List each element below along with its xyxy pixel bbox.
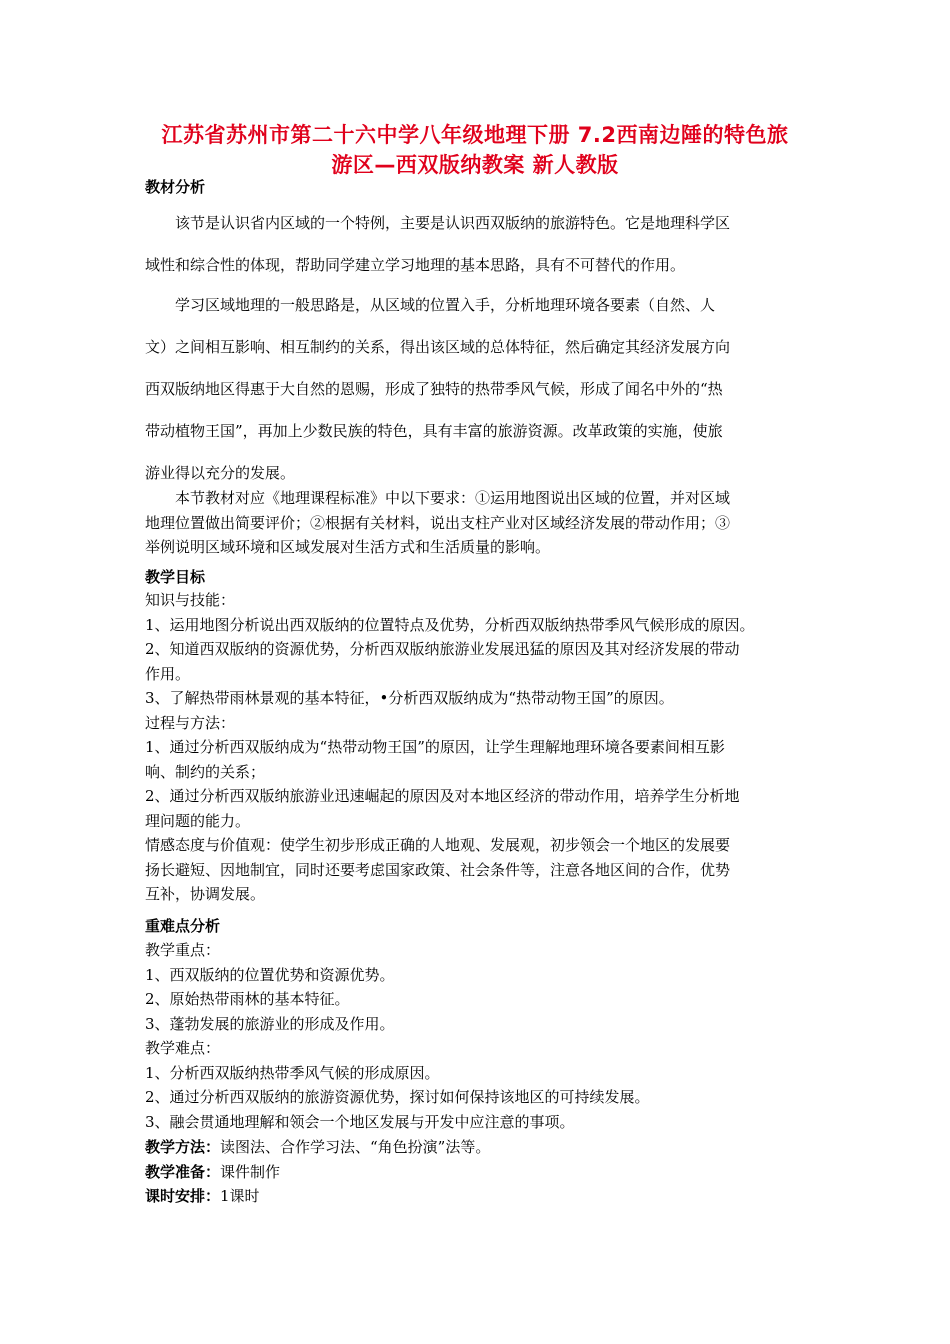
section-heading-teaching-goals: 教学目标 — [145, 568, 206, 586]
class-hours — [145, 1184, 815, 1209]
list-item: 1、西双版纳的位置优势和资源优势。 — [145, 965, 395, 984]
list-item: 3、了解热带雨林景观的基本特征，•分析西双版纳成为“热带动物王国”的原因。 — [145, 689, 674, 707]
section-heading-teaching-material: 教材分析 — [145, 178, 206, 196]
list-item: 理问题的能力。 — [145, 811, 251, 830]
class-hours-value: 1课时 — [220, 1187, 260, 1205]
list-item: 过程与方法： — [145, 713, 236, 732]
list-item: 知识与技能： — [145, 591, 236, 609]
class-hours-label: 课时安排： — [145, 1187, 221, 1205]
list-item: 作用。 — [145, 664, 191, 683]
paragraph-2 — [145, 284, 815, 494]
teaching-preparation-value: 课件制作 — [220, 1162, 281, 1181]
title-line-1: 江苏省苏州市第二十六中学八年级地理下册 7.2西南边陲的特色旅 — [161, 123, 789, 147]
list-item: 情感态度与价值观：使学生初步形成正确的人地观、发展观，初步领会一个地区的发展要 — [145, 836, 731, 854]
list-item: 扬长避短、因地制宜，同时还要考虑国家政策、社会条件等，注意各地区间的合作，优势 — [145, 860, 731, 879]
document-title — [140, 120, 810, 180]
paragraph-line: 域性和综合性的体现，帮助同学建立学习地理的基本思路，具有不可替代的作用。 — [145, 256, 686, 274]
teaching-method-value: 读图法、合作学习法、“角色扮演”法等。 — [220, 1138, 491, 1156]
paragraph-line: 该节是认识省内区域的一个特例，主要是认识西双版纳的旅游特色。它是地理科学区 — [175, 214, 731, 232]
title-line-2: 游区—西双版纳教案 新人教版 — [331, 153, 619, 177]
key-points-list — [145, 938, 815, 1134]
list-item: 1、运用地图分析说出西双版纳的位置特点及优势，分析西双版纳热带季风气候形成的原因。 — [145, 615, 755, 634]
paragraph-line: 本节教材对应《地理课程标准》中以下要求：①运用地图说出区域的位置，并对区域 — [175, 489, 731, 507]
teaching-preparation — [145, 1160, 815, 1185]
list-item: 2、通过分析西双版纳旅游业迅速崛起的原因及对本地区经济的带动作用，培养学生分析地 — [145, 787, 740, 805]
list-item: 1、分析西双版纳热带季风气候的形成原因。 — [145, 1063, 440, 1082]
paragraph-1 — [145, 202, 815, 286]
section-heading-key-points: 重难点分析 — [145, 917, 221, 935]
paragraph-line: 带动植物王国”，再加上少数民族的特色，具有丰富的旅游资源。改革政策的实施，使旅 — [145, 422, 723, 440]
list-item: 2、通过分析西双版纳的旅游资源优势，探讨如何保持该地区的可持续发展。 — [145, 1088, 650, 1106]
teaching-preparation-label: 教学准备： — [145, 1162, 221, 1181]
paragraph-line: 地理位置做出简要评价；②根据有关材料，说出支柱产业对区域经济发展的带动作用；③ — [145, 513, 731, 532]
paragraph-3 — [145, 486, 815, 560]
list-item: 响、制约的关系； — [145, 762, 266, 781]
paragraph-line: 举例说明区域环境和区域发展对生活方式和生活质量的影响。 — [145, 538, 551, 556]
paragraph-line: 文）之间相互影响、相互制约的关系，得出该区域的总体特征，然后确定其经济发展方向 — [145, 338, 731, 356]
teaching-info — [145, 1135, 815, 1209]
list-item: 3、融会贯通地理解和领会一个地区发展与开发中应注意的事项。 — [145, 1112, 575, 1131]
list-item: 2、知道西双版纳的资源优势，分析西双版纳旅游业发展迅猛的原因及其对经济发展的带动 — [145, 640, 740, 658]
list-item: 教学难点： — [145, 1039, 221, 1057]
paragraph-line: 西双版纳地区得惠于大自然的恩赐，形成了独特的热带季风气候，形成了闻名中外的“热 — [145, 380, 723, 398]
list-item: 互补，协调发展。 — [145, 885, 266, 903]
teaching-method — [145, 1135, 815, 1160]
list-item: 3、蓬勃发展的旅游业的形成及作用。 — [145, 1014, 395, 1033]
list-item: 2、原始热带雨林的基本特征。 — [145, 990, 350, 1008]
list-item: 教学重点： — [145, 941, 221, 959]
paragraph-line: 游业得以充分的发展。 — [145, 464, 296, 482]
teaching-goals-list — [145, 588, 815, 907]
teaching-method-label: 教学方法： — [145, 1138, 221, 1156]
paragraph-line: 学习区域地理的一般思路是，从区域的位置入手，分析地理环境各要素（自然、人 — [175, 296, 716, 314]
list-item: 1、通过分析西双版纳成为“热带动物王国”的原因，让学生理解地理环境各要素间相互影 — [145, 738, 725, 756]
